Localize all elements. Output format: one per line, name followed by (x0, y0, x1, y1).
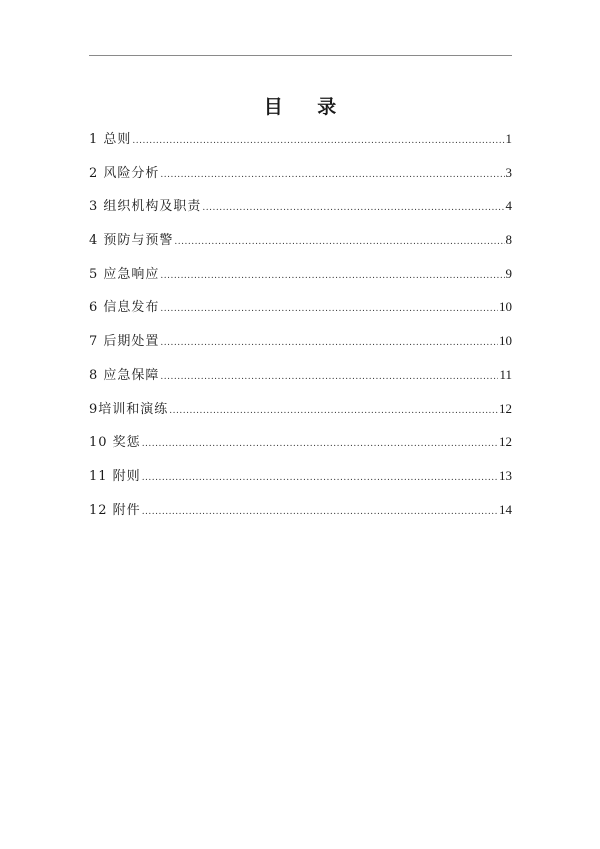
toc-page-number: 11 (499, 366, 512, 382)
dot-leader (142, 507, 498, 517)
dot-leader (142, 473, 498, 483)
toc-entry-label: 1 总则 (89, 132, 132, 147)
table-of-contents (89, 128, 512, 532)
dot-leader (169, 406, 498, 416)
toc-entry[interactable] (89, 128, 512, 162)
toc-entry-label: 4 预防与预警 (89, 233, 174, 249)
toc-entry-label: 11 附则 (89, 468, 141, 484)
toc-entry-label: 3 组织机构及职责 (89, 199, 202, 215)
toc-page-number: 10 (499, 299, 512, 315)
toc-entry-label: 8 应急保障 (89, 367, 160, 383)
toc-entry[interactable] (89, 263, 512, 297)
dot-leader (160, 372, 498, 382)
toc-entry[interactable] (89, 195, 512, 229)
toc-entry[interactable] (89, 330, 512, 364)
toc-entry[interactable] (89, 229, 512, 263)
dot-leader (202, 203, 504, 213)
dot-leader (132, 136, 504, 146)
toc-page-number: 12 (499, 434, 512, 450)
toc-page-number: 13 (499, 467, 512, 483)
toc-page-number: 8 (505, 232, 512, 248)
toc-entry-label: 9培训和演练 (89, 401, 169, 417)
header-rule (89, 55, 512, 56)
dot-leader (174, 237, 504, 247)
toc-entry[interactable] (89, 296, 512, 330)
toc-page-number: 4 (505, 198, 512, 214)
toc-entry-label: 5 应急响应 (89, 266, 160, 282)
dot-leader (160, 271, 504, 281)
toc-entry-label: 6 信息发布 (89, 300, 160, 316)
toc-entry[interactable] (89, 162, 512, 196)
toc-page-number: 9 (505, 265, 512, 281)
toc-page-number: 12 (499, 400, 512, 416)
page-title: 目 录 (263, 96, 351, 118)
dot-leader (160, 338, 498, 348)
dot-leader (160, 304, 498, 314)
toc-page-number: 10 (499, 333, 512, 349)
toc-page-number: 1 (505, 131, 512, 146)
toc-page-number: 14 (499, 501, 512, 517)
toc-entry[interactable] (89, 431, 512, 465)
toc-entry-label: 2 风险分析 (89, 165, 160, 181)
toc-entry[interactable] (89, 398, 512, 432)
toc-entry-label: 10 奖惩 (89, 435, 141, 451)
toc-entry-label: 7 后期处置 (89, 334, 160, 350)
dot-leader (160, 170, 504, 180)
toc-entry[interactable] (89, 364, 512, 398)
dot-leader (142, 439, 498, 449)
toc-page-number: 3 (505, 164, 512, 180)
toc-entry[interactable] (89, 465, 512, 499)
toc-entry-label: 12 附件 (89, 502, 141, 518)
toc-entry[interactable] (89, 499, 512, 533)
